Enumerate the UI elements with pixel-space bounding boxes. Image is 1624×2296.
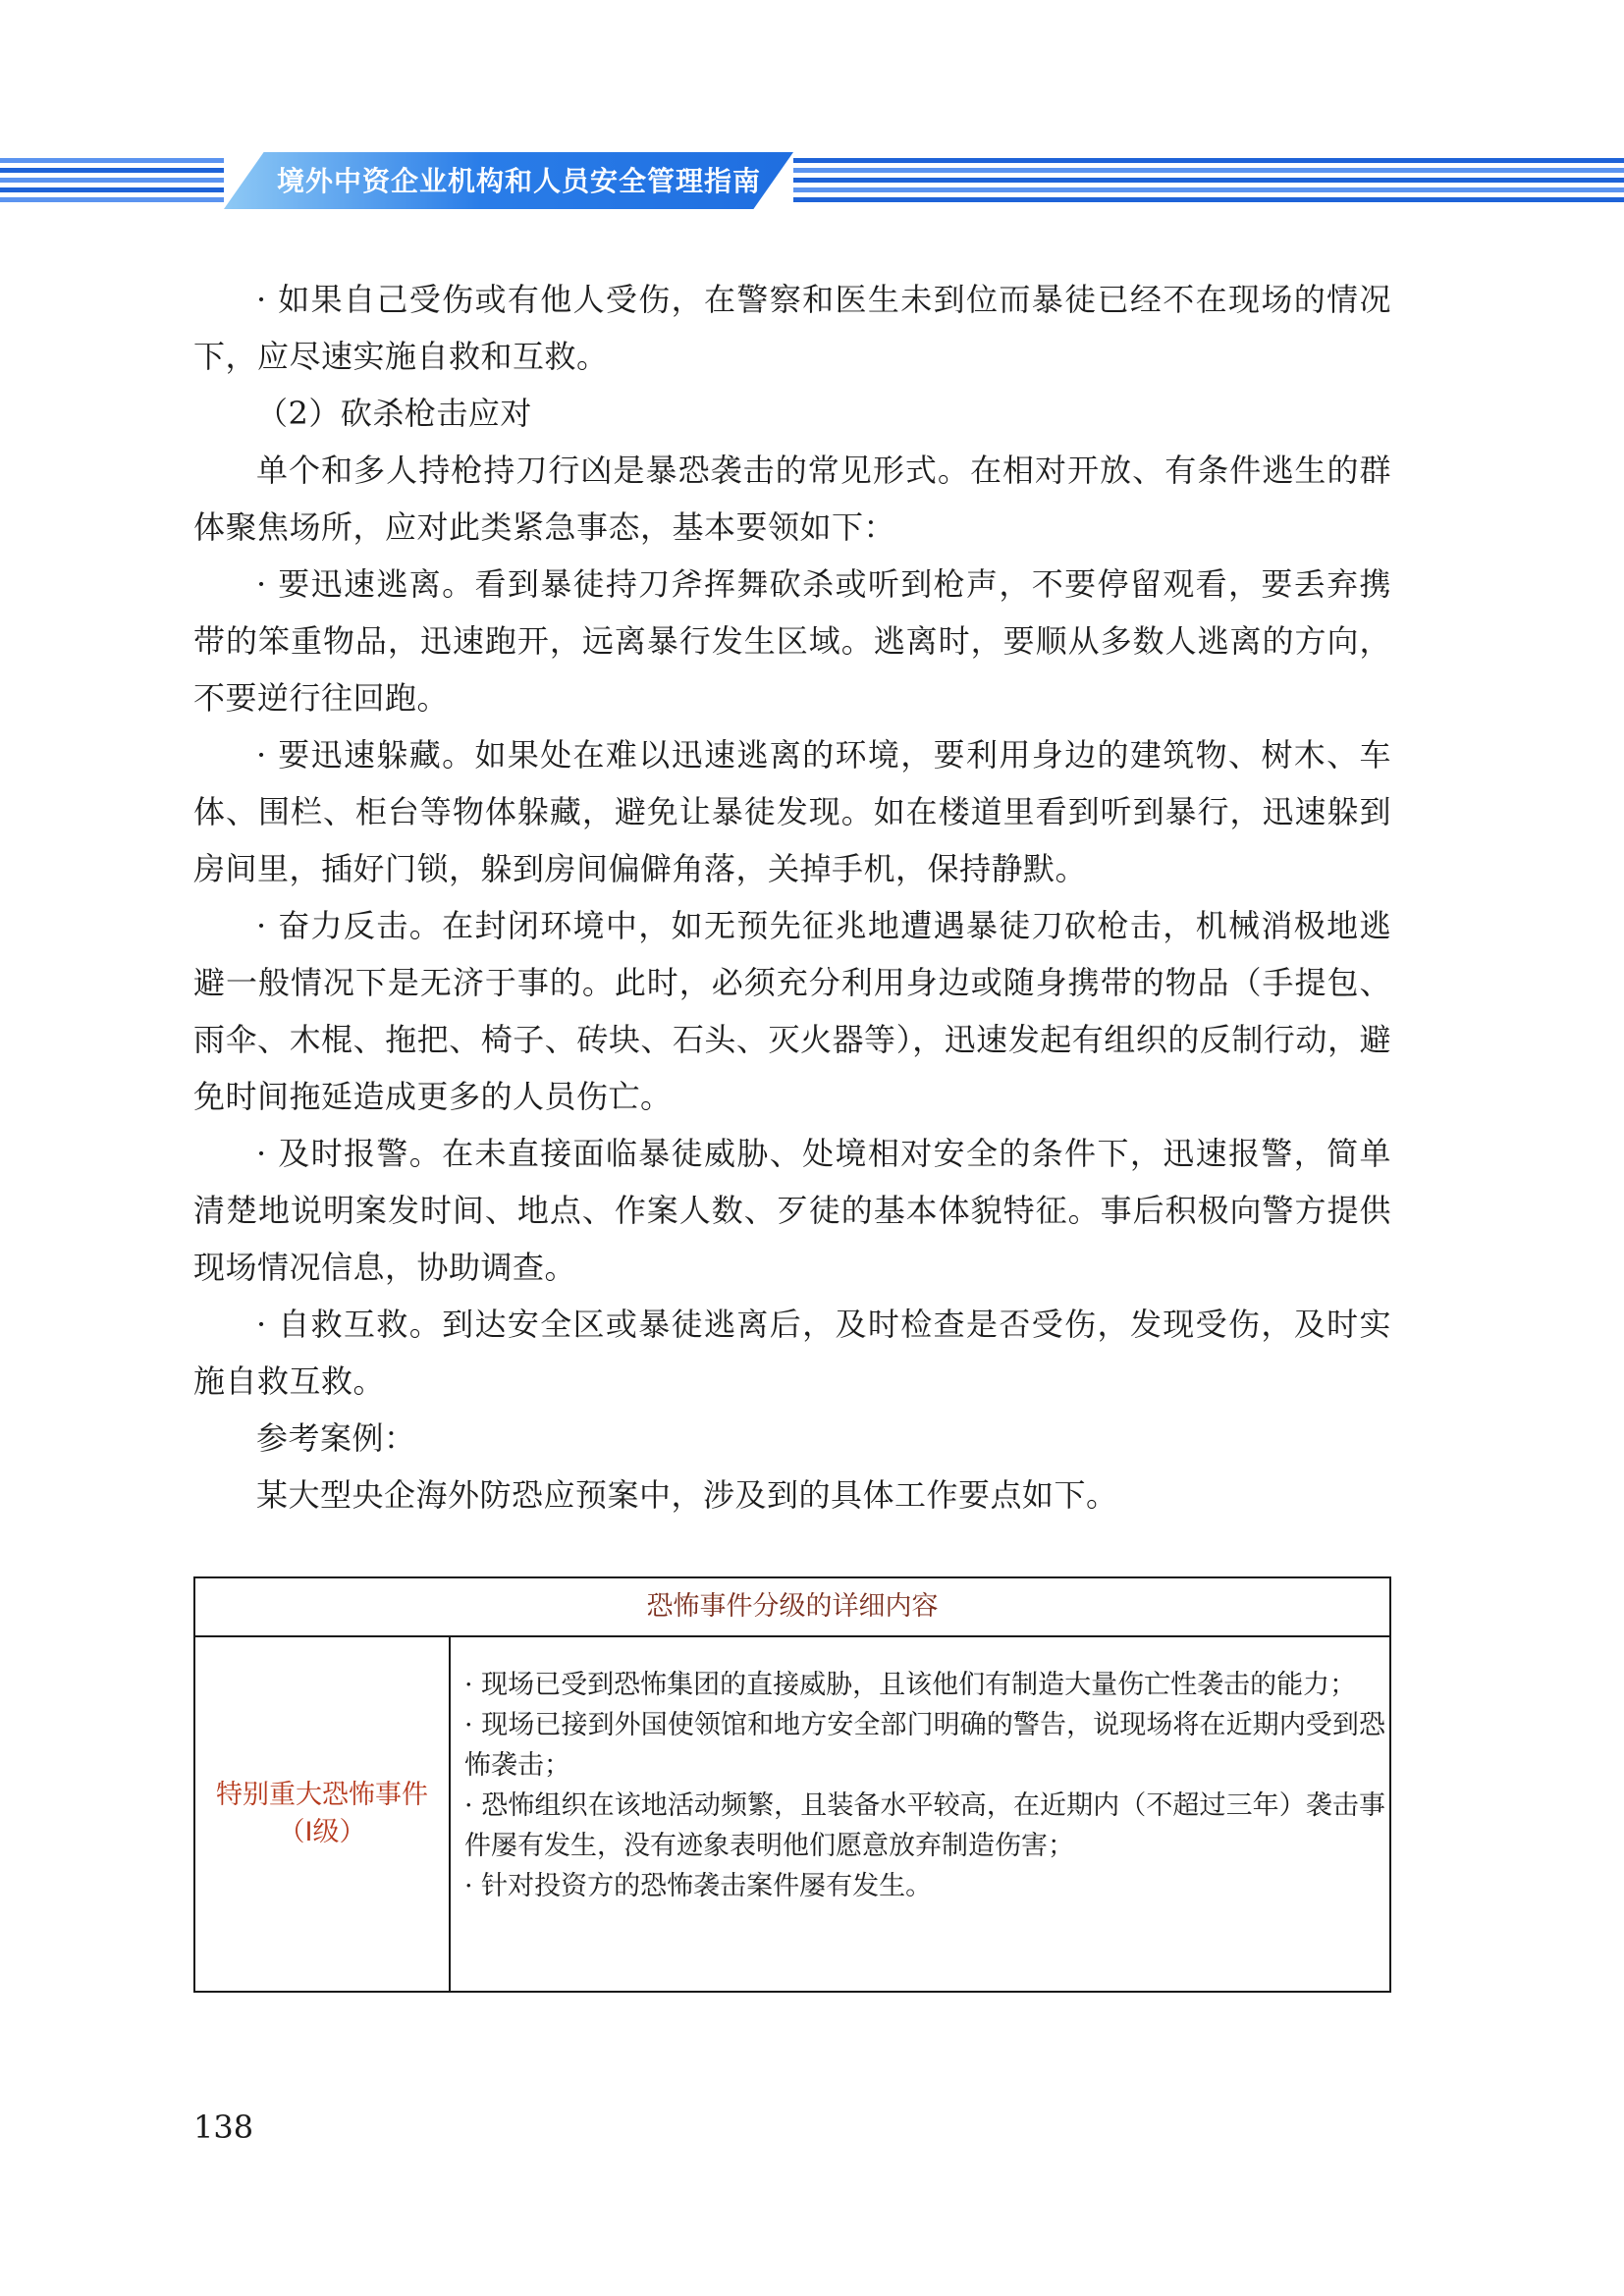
criteria-item: · 现场已接到外国使领馆和地方安全部门明确的警告，说现场将在近期内受到恐怖袭击； [464,1710,1385,1781]
table-row [195,1637,1389,1991]
paragraph: 单个和多人持枪持刀行凶是暴恐袭击的常见形式。在相对开放、有条件逃生的群体聚焦场所，应对此类紧急事态，基本要领如下： [193,452,1391,546]
paragraph: · 及时报警。在未直接面临暴徒威胁、处境相对安全的条件下，迅速报警，简单清楚地说明案发时间、地点、作案人数、歹徒的基本体貌特征。事后积极向警方提供现场情况信息，协助调查。 [193,1135,1391,1286]
level-code: （Ⅰ级） [278,1817,366,1847]
level-cell [195,1637,451,1991]
page-number: 138 [193,2109,254,2146]
paragraph: 参考案例： [256,1419,416,1457]
paragraph: · 自救互救。到达安全区或暴徒逃离后，及时检查是否受伤，发现受伤，及时实施自救互救。 [193,1306,1391,1400]
section-heading: （2）砍杀枪击应对 [256,395,532,432]
table-title: 恐怖事件分级的详细内容 [195,1578,1389,1637]
header-stripe [0,197,224,202]
header-stripe [0,168,224,173]
header-stripe [0,158,224,163]
paragraph: · 要迅速逃离。看到暴徒持刀斧挥舞砍杀或听到枪声，不要停留观看，要丢弃携带的笨重物品，迅速跑开，远离暴行发生区域。逃离时，要顺从多数人逃离的方向，不要逆行往回跑。 [193,565,1391,717]
header-stripe [0,187,224,192]
criteria-item: · 现场已受到恐怖集团的直接威胁，且该他们有制造大量伤亡性袭击的能力； [464,1670,1357,1700]
threat-level-table [193,1576,1391,1993]
criteria-item: · 恐怖组织在该地活动频繁，且装备水平较高，在近期内（不超过三年）袭击事件屡有发生，没有迹象表明他们愿意放弃制造伤害； [464,1790,1385,1861]
paragraph: · 奋力反击。在封闭环境中，如无预先征兆地遭遇暴徒刀砍枪击，机械消极地逃避一般情况下是无济于事的。此时，必须充分利用身边或随身携带的物品（手提包、雨伞、木棍、拖把、椅子、砖块、石头、灭火器等），迅速发起有组织的反制行动，避免时间拖延造成更多的人员伤亡。 [193,907,1391,1115]
body-text [193,271,1391,1523]
criteria-cell [453,1637,1389,1991]
paragraph: · 要迅速躲藏。如果处在难以迅速逃离的环境，要利用身边的建筑物、树木、车体、围栏、柜台等物体躲藏，避免让暴徒发现。如在楼道里看到听到暴行，迅速躲到房间里，插好门锁，躲到房间偏僻角落，关掉手机，保持静默。 [193,736,1391,887]
header-stripes-right [793,152,1624,209]
criteria-item: · 针对投资方的恐怖袭击案件屡有发生。 [464,1871,933,1901]
running-header [0,152,1624,209]
paragraph: · 如果自己受伤或有他人受伤，在警察和医生未到位而暴徒已经不在现场的情况下，应尽速实施自救和互救。 [193,281,1391,375]
level-name: 特别重大恐怖事件 [216,1780,428,1810]
header-stripe [0,178,224,183]
header-title: 境外中资企业机构和人员安全管理指南 [277,165,762,197]
paragraph: 某大型央企海外防恐应预案中，涉及到的具体工作要点如下。 [256,1476,1118,1514]
